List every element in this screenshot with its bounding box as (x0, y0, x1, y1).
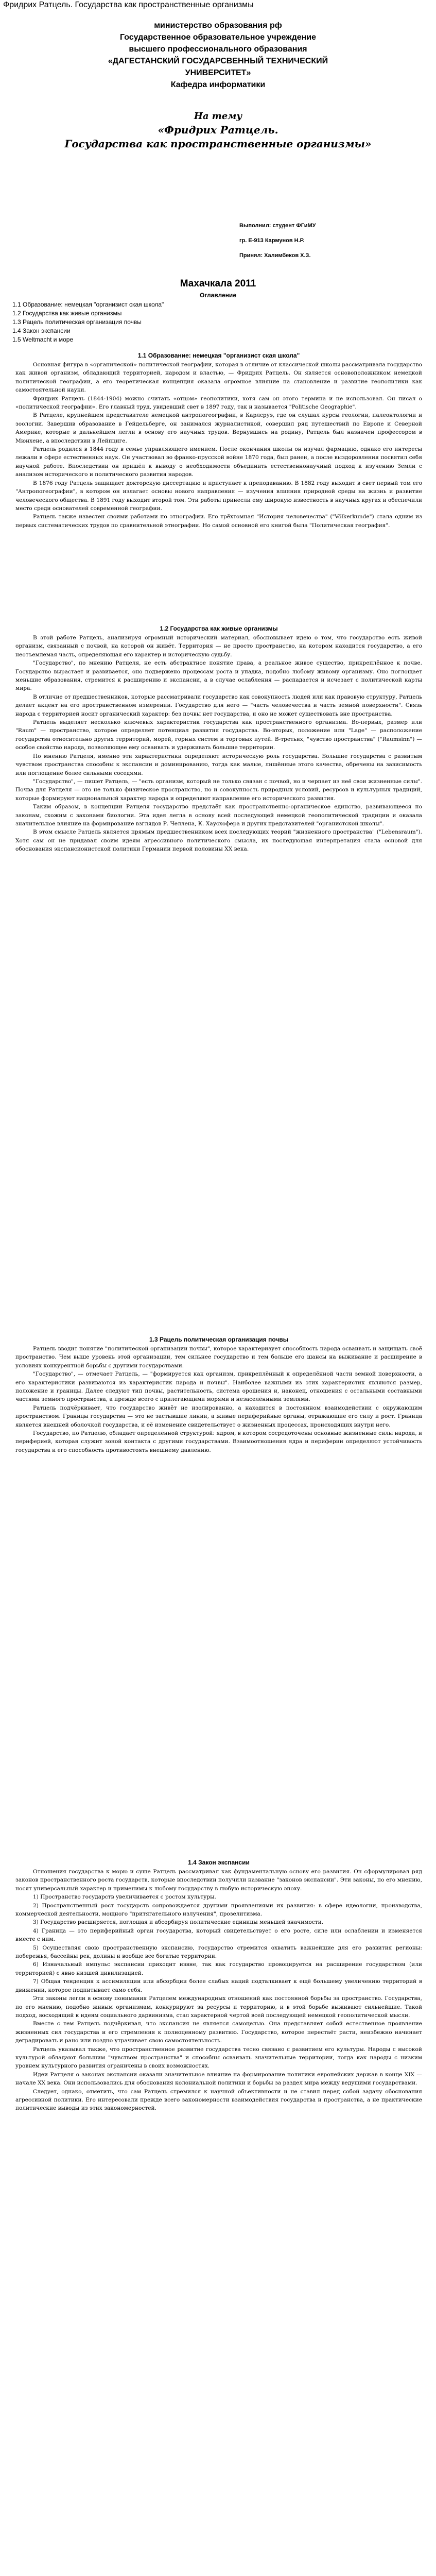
toc-item[interactable]: 1.3 Рацель политическая организация почвы (12, 318, 142, 326)
paragraph: Ратцель указывал также, что пространственное развитие государства тесно связано с развитием его культуры. Народы с высокой культурой обладают большим "чувством пространства" и способны осваивать значительные территории, тогда как народы с низким уровнем культурного развития ограничены в своих возможностях. (15, 2046, 422, 2070)
paragraph: 6) Изначальный импульс экспансии приходит извне, так как государство провоцируется на расширение государством (или территорией) с явно низшей цивилизацией. (15, 1961, 422, 1976)
toc-item[interactable]: 1.4 Закон экспансии (12, 327, 71, 334)
paragraph: По мнению Ратцеля, именно эти характеристики определяют историческую роль государства. Большие государства с развитым чувством пространства способны к экспансии и доминированию, тогда как малые, лишённые этого качества, обречены на зависимость или поглощение более сильными соседями. (15, 753, 422, 776)
ministry-line: министерство образования рф (154, 21, 282, 30)
section-expansion-law (15, 1857, 422, 2113)
paragraph: Ратцель подчёркивает, что государство живёт не изолированно, а находится в постоянном взаимодействии с окружающим пространством. Границы государства — это не застывшие линии, а живые периферийные органы, отражающие его силу и рост. Граница является внешней оболочкой государства, и её изменение свидетельствует о жизненных процессах, происходящих внутри него. (15, 1404, 422, 1428)
paragraph: В Ратцеле, крупнейшем представителе немецкой антропогеографии, в Карлсруэ, где он слушал курсы геологии, палеонтологии и зоологии. Завершив образование в Гейдельберге, он занимался журналистикой, совершил ряд путешествий по Европе и Северной Америке, которые в дальнейшем легли в основу его научных трудов. Вернувшись на родину, Ратцель был назначен профессором в Мюнхене, а впоследствии в Лейпциге. (15, 412, 422, 444)
paragraph: Фридрих Ратцель (1844-1904) можно считать «отцом» геополитики, хотя сам он этого термина и не использовал. Он писал о «политической географии». Его главный труд, увидевший свет в 1897 году, так и называется "Politische Geographie". (15, 395, 422, 411)
paragraph: Отношения государства к морю и суше Ратцель рассматривал как фундаментальную основу его развития. Он сформулировал ряд законов пространственного роста государств, которые впоследствии получили название "законов экспансии". Эти законы, по его мнению, носят универсальный характер и применимы к любому государству в любую историческую эпоху. (15, 1869, 422, 1892)
paragraph: В отличие от предшественников, которые рассматривали государство как совокупность людей или как правовую структуру, Ратцель делает акцент на его пространственном измерении. Государство для него — "часть человечества и часть земной поверхности". Связь народа с территорией носит органический характер: без почвы нет государства, и оно не может существовать вне пространства. (15, 693, 422, 717)
topic-label: На тему (194, 111, 242, 122)
paragraph: Следует, однако, отметить, что сам Ратцель стремился к научной объективности и не ставил перед собой задачу обоснования агрессивной политики. Его интересовали прежде всего закономерности взаимодействия государства и пространства, а не практические политические выводы из этих закономерностей. (15, 2088, 422, 2112)
city-year: Махачкала 2011 (180, 278, 256, 289)
section-heading: 1.2 Государства как живые организмы (160, 625, 278, 632)
department-line: Кафедра информатики (170, 80, 266, 89)
toc-item[interactable]: 1.5 Weltmacht и море (12, 336, 74, 343)
paragraph: Таким образом, в концепции Ратцеля государство предстаёт как пространственно-органическое единство, развивающееся по законам, схожим с законами биологии. Эта идея легла в основу всей последующей немецкой геополитической традиции и оказала значительное влияние на формирование взглядов Р. Челлена, К. Хаусхофера и других представителей "органистской школы". (15, 804, 422, 827)
section-education (15, 350, 422, 530)
document-title: Фридрих Ратцель. Государства как пространственные организмы (3, 1, 254, 9)
section-heading: 1.1 Образование: немецкая "организист ская школа" (137, 352, 300, 359)
paragraph: 1) Пространство государств увеличивается с ростом культуры. (33, 1894, 216, 1901)
section-living-organisms (15, 623, 422, 854)
paragraph: Ратцель выделяет несколько ключевых характеристик государства как пространственного организма. Во-первых, размер или "Raum" — пространство, которое определяет потенциал развития государства. Во-вторых, положение или "Lage" — расположение государства относительно других территорий, морей, горных систем и торговых путей. В-третьих, "чувство пространства" ("Raumsinn") — особое свойство народа, позволяющее ему осваивать и удерживать большие территории. (15, 719, 422, 751)
topic-title-line-2: Государства как пространственные организмы» (64, 138, 372, 150)
paragraph: Ратцель также известен своими работами по этнографии. Его трёхтомная "История человечества" ("Völkerkunde") стала одним из первых систематических трудов по сравнительной этнографии. Но самой основной его книгой была "Политическая география". (15, 514, 422, 529)
teacher-credit: Принял: Халимбеков Х.З. (239, 252, 311, 259)
paragraph: "Государство", — отмечает Ратцель, — "формируется как организм, прикреплённый к определённой части земной поверхности, а его характеристики развиваются из характеристик народа и почвы". Наиболее важными из этих характеристик являются размер, положение и границы. Далее следуют тип почвы, растительность, система орошения и, наконец, отношения с остальными составными частями земного пространства, а прежде всего с прилегающими морями и незаселёнными землями. (15, 1371, 422, 1403)
institution-line: Государственное образовательное учреждение (119, 33, 317, 42)
paragraph: "Государство", — пишет Ратцель, — "есть организм, который не только связан с почвой, но и черпает из неё свои жизненные силы". Почва для Ратцеля — это не только физическое пространство, но и совокупность природных условий, ресурсов и культурных традиций, которые формируют национальный характер народа и определяют направление его исторического развития. (15, 778, 422, 802)
paragraph: 7) Общая тенденция к ассимиляции или абсорбции более слабых наций подталкивает к ещё большему увеличению территорий в движении, которое подпитывает само себя. (15, 1978, 422, 1993)
toc-item[interactable]: 1.1 Образование: немецкая "организист ская школа" (12, 301, 164, 308)
paragraph: "Государство", по мнению Ратцеля, не есть абстрактное понятие права, а реальное живое существо, прикреплённое к почве. Государство вырастает и развивается, оно подвержено процессам роста и упадка, подобно любому живому организму. Оно поглощает меньшие образования, стремится к расширению и экспансии, а в случае ослабления — распадается и исчезает с политической карты мира. (15, 660, 422, 692)
education-level-line: высшего профессионального образования (129, 45, 307, 54)
toc-heading: Оглавление (200, 292, 236, 299)
table-of-contents (0, 290, 436, 344)
paragraph: В этой работе Ратцель, анализируя огромный исторический материал, обосновывает идею о том, что государство есть живой организм, связанный с почвой, на которой он живёт. Территория — не просто пространство, на котором находится государство, а его неотъемлемая часть, определяющая его характер и историческую судьбу. (15, 635, 422, 658)
paragraph: 4) Граница — это периферийный орган государства, который свидетельствует о его росте, силе или ослаблении и изменяется вместе с ним. (15, 1927, 422, 1943)
toc-list (0, 300, 436, 344)
university-name-line-1: «ДАГЕСТАНСКИЙ ГОСУДАРСВЕННЫЙ ТЕХНИЧЕСКИЙ (108, 57, 328, 65)
toc-item[interactable]: 1.2 Государства как живые организмы (12, 310, 122, 317)
paragraph: Вместе с тем Ратцель подчёркивал, что экспансия не является самоцелью. Она представляет собой естественное проявление жизненных сил государства и его стремления к полноценному развитию. Государство, которое перестаёт расти, неизбежно начинает деградировать и рано или поздно утрачивает свою самостоятельность. (15, 2021, 422, 2044)
paragraph: В этом смысле Ратцель является прямым предшественником всех последующих теорий "жизненного пространства" ("Lebensraum"). Хотя сам он не придавал своим идеям агрессивного политического смысла, их последующая интерпретация стала основой для обоснования экспансионистской политики Германии первой половины XX века. (15, 829, 422, 853)
topic-block (0, 110, 436, 151)
paragraph: Идеи Ратцеля о законах экспансии оказали значительное влияние на формирование политики европейских держав в конце XIX — начале XX века. Они использовались для обоснования колониальной политики и борьбы за раздел мира между ведущими государствами. (15, 2071, 422, 2087)
paragraph: Основная фигура в «органической» политической географии, которая в отличие от классической школы рассматривала государство как живой организм, обладающий территорией, народом и властью, — Фридрих Ратцель. Он является основоположником немецкой политической географии, а его теоретическая концепция оказала огромное влияние на становление и развитие геополитики как самостоятельной науки. (15, 362, 422, 394)
student-credit: Выполнил: студент ФГиМУ (239, 223, 316, 229)
section-soil-organization (15, 1334, 422, 1454)
paragraph: 3) Государство расширяется, поглощая и абсорбируя политические единицы меньшей значимости. (33, 1919, 324, 1926)
topic-title-line-1: «Фридрих Ратцель. (158, 124, 278, 136)
paragraph: 2) Пространственный рост государств сопровождается другими проявлениями их развития: в сфере идеологии, производства, коммерческой деятельности, мощного "притягательного излучения", прозелитизма. (15, 1902, 422, 1918)
section-heading: 1.4 Закон экспансии (188, 1859, 250, 1866)
paragraph: Государство, по Ратцелю, обладает определённой структурой: ядром, в котором сосредоточены основные жизненные силы народа, и периферией, которая служит зоной контакта с другими государствами. Взаимоотношения ядра и периферии определяют устойчивость государства и его способность противостоять внешнему давлению. (15, 1430, 422, 1453)
paragraph: В 1876 году Ратцель защищает докторскую диссертацию и приступает к преподаванию. В 1882 году выходит в свет первый том его "Антропогеографии", в котором он излагает основы нового направления — изучения влияния природной среды на жизнь и развитие человеческого общества. В 1891 году выходит второй том. Эти работы принесли ему широкую известность в научных кругах и обеспечили место среди основателей современной географии. (15, 480, 422, 512)
paragraph: 5) Осуществляя свою пространственную экспансию, государство стремится охватить важнейшие для его развития регионы: побережья, бассейны рек, долины и вообще все богатые территории. (15, 1944, 422, 1960)
section-heading: 1.3 Рацель политическая организация почвы (149, 1336, 289, 1343)
group-credit: гр. Е-913 Кармунов Н.Р. (239, 238, 305, 244)
credits-block (239, 221, 316, 266)
paragraph: Ратцель вводит понятие "политической организации почвы", которое характеризует способность народа осваивать и защищать своё пространство. Чем выше уровень этой организации, тем сильнее государство и тем больше его шансы на выживание и расширение в условиях конкурентной борьбы с другими государствами. (15, 1346, 422, 1369)
university-name-line-2: УНИВЕРСИТЕТ» (185, 69, 251, 77)
paragraph: Эти законы легли в основу понимания Ратцелем международных отношений как постоянной борьбы за пространство. Государства, по его мнению, подобно живым организмам, конкурируют за ресурсы и территорию, и в этой борьбе выживают сильнейшие. Такой подход, восходящий к идеям социального дарвинизма, стал характерной чертой всей последующей немецкой геополитической мысли. (15, 1995, 422, 2019)
paragraph: Ратцель родился в 1844 году в семье управляющего имением. После окончания школы он изучал фармацию, однако его интересы лежали в сфере естественных наук. Он участвовал во франко-прусской войне 1870 года, был ранен, а после выздоровления посвятил себя научной работе. Впоследствии он пришёл к выводу о необходимости объединить естественнонаучный подход к изучению Земли с анализом исторического и политического развития народов. (15, 446, 422, 478)
